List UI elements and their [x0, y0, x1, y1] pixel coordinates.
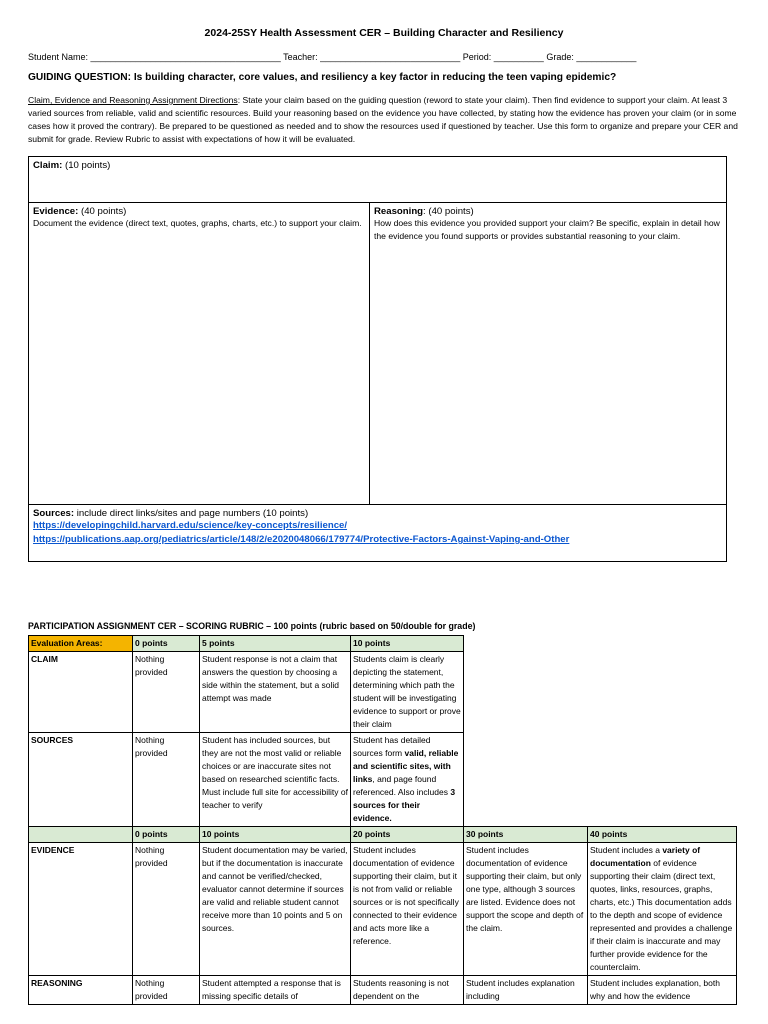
- area-reasoning: REASONING: [29, 976, 133, 1005]
- empty-cell: [588, 652, 737, 733]
- header2-30-points: 30 points: [464, 827, 588, 843]
- rubric-row-claim: [29, 652, 737, 733]
- claim-0-points: Nothing provided: [133, 652, 200, 733]
- header2-40-points: 40 points: [588, 827, 737, 843]
- rubric-row-evidence: [29, 843, 737, 976]
- header2-blank: [29, 827, 133, 843]
- empty-cell: [464, 652, 588, 733]
- area-sources: SOURCES: [29, 733, 133, 827]
- rubric-header-row-1: [29, 636, 737, 652]
- reasoning-points: : (40 points): [423, 206, 474, 217]
- rubric-header-row-2: [29, 827, 737, 843]
- sources-5-points: Student has included sources, but they are not the most valid or reliable choices or are inaccurate sites not based on researched scientific facts. Must include full site for accessibility of teacher to verify: [200, 733, 351, 827]
- reasoning-description: How does this evidence you provided support your claim? Be specific, explain in detail how the evidence you found supports or provides substantial reasoning to your claim.: [374, 218, 720, 241]
- source-link-harvard[interactable]: https://developingchild.harvard.edu/science/key-concepts/resilience/: [33, 520, 348, 531]
- area-claim: CLAIM: [29, 652, 133, 733]
- reasoning-20-points: Students reasoning is not dependent on the: [351, 976, 464, 1005]
- empty-cell: [464, 733, 588, 827]
- reasoning-40-points: Student includes explanation, both why and how the evidence: [588, 976, 737, 1005]
- rubric-row-sources: [29, 733, 737, 827]
- header-0-points: 0 points: [133, 636, 200, 652]
- empty-cell: [588, 636, 737, 652]
- scoring-rubric-table: [28, 635, 737, 1005]
- claim-points: (10 points): [62, 160, 111, 171]
- document-title: 2024-25SY Health Assessment CER – Building Character and Resiliency: [204, 27, 564, 39]
- header2-10-points: 10 points: [200, 827, 351, 843]
- reasoning-10-points: Student attempted a response that is missing specific details of: [200, 976, 351, 1005]
- sources-label: Sources:: [33, 508, 75, 519]
- claim-10-points: Students claim is clearly depicting the statement, determining which path the student will be investigating evidence to support or prove their claim: [351, 652, 464, 733]
- source-link-aap[interactable]: https://publications.aap.org/pediatrics/article/148/2/e2020048066/179774/Protective-Factors-Against-Vaping-and-Other: [33, 534, 570, 545]
- guiding-question: GUIDING QUESTION: Is building character, core values, and resiliency a key factor in reducing the teen vaping epidemic?: [28, 72, 617, 83]
- assignment-directions: [28, 94, 742, 146]
- sources-description: include direct links/sites and page numbers (10 points): [74, 508, 309, 519]
- claim-box[interactable]: [28, 156, 727, 203]
- empty-cell: [588, 733, 737, 827]
- reasoning-label: Reasoning: [374, 206, 424, 217]
- header-5-points: 5 points: [200, 636, 351, 652]
- header2-20-points: 20 points: [351, 827, 464, 843]
- evidence-20-points: Student includes documentation of evidence supporting their claim, but it is not from valid or reliable sources or is not specifically connected to their evidence and acts more like a reference.: [351, 843, 464, 976]
- reasoning-30-points: Student includes explanation including: [464, 976, 588, 1005]
- evaluation-areas-header: Evaluation Areas:: [29, 636, 133, 652]
- rubric-row-reasoning: [29, 976, 737, 1005]
- sources-10-text-b: valid, reliable and scientific sites, with links: [353, 748, 459, 784]
- evidence-40-text-a: Student includes a: [590, 845, 663, 855]
- header-10-points: 10 points: [351, 636, 464, 652]
- claim-label: Claim:: [33, 160, 63, 171]
- evidence-label: Evidence:: [33, 206, 79, 217]
- empty-cell: [464, 636, 588, 652]
- area-evidence: EVIDENCE: [29, 843, 133, 976]
- sources-10-text-c: , and page found referenced. Also includes: [353, 774, 451, 797]
- sources-box[interactable]: [28, 504, 727, 562]
- reasoning-0-points: Nothing provided: [133, 976, 200, 1005]
- evidence-0-points: Nothing provided: [133, 843, 200, 976]
- evidence-40-text-c: of evidence supporting their claim (direct text, quotes, links, resources, graphs, charts, etc.) This documentation adds to the depth and scope of evidence represented and provides a challenge if their claim is inaccurate and may further provide evidence for the counterclaim.: [590, 858, 733, 972]
- header2-0-points: 0 points: [133, 827, 200, 843]
- directions-text: : State your claim based on the guiding question (reword to state your claim). Then find evidence to support your claim. At least 3 varied sources from reliable, valid and scientific resources. Build your reasoning based on the evidence you have collected, by stating how the evidence has proven your claim (or in some cases how it proved the contrary). Be prepared to be questioned as needed and to show the resources used if questioned by teacher. Use this form to organize and prepare your CER and submit for grade. Review Rubric to assist with expectations of how it will be evaluated.: [28, 95, 738, 144]
- reasoning-box[interactable]: [369, 202, 727, 505]
- sources-10-text-d: 3 sources for their evidence.: [353, 787, 456, 823]
- student-info-line: Student Name: ______________________________________ Teacher: ____________________________ Period: __________ Grade: ____________: [28, 52, 637, 62]
- evidence-box[interactable]: [28, 202, 370, 505]
- evidence-10-points: Student documentation may be varied, but if the documentation is inaccurate and cannot be verified/checked, evaluator cannot determine if sources are valid and reliable student cannot receive more than 10 points and 5 on sources.: [200, 843, 351, 976]
- evidence-points: (40 points): [78, 206, 127, 217]
- sources-10-text-a: Student has detailed sources form: [353, 735, 431, 758]
- evidence-description: Document the evidence (direct text, quotes, graphs, charts, etc.) to support your claim.: [33, 218, 362, 228]
- sources-10-points: [351, 733, 464, 827]
- claim-5-points: Student response is not a claim that answers the question by choosing a side within the statement, but a solid attempt was made: [200, 652, 351, 733]
- evidence-40-points: [588, 843, 737, 976]
- evidence-30-points: Student includes documentation of evidence supporting their claim, but only one type, although 3 sources are listed. Evidence does not support the scope and depth of the claim.: [464, 843, 588, 976]
- sources-0-points: Nothing provided: [133, 733, 200, 827]
- rubric-title: PARTICIPATION ASSIGNMENT CER – SCORING RUBRIC – 100 points (rubric based on 50/double for grade): [28, 621, 476, 631]
- directions-label: Claim, Evidence and Reasoning Assignment Directions: [28, 95, 238, 105]
- evidence-40-text-b: variety of documentation: [590, 845, 701, 868]
